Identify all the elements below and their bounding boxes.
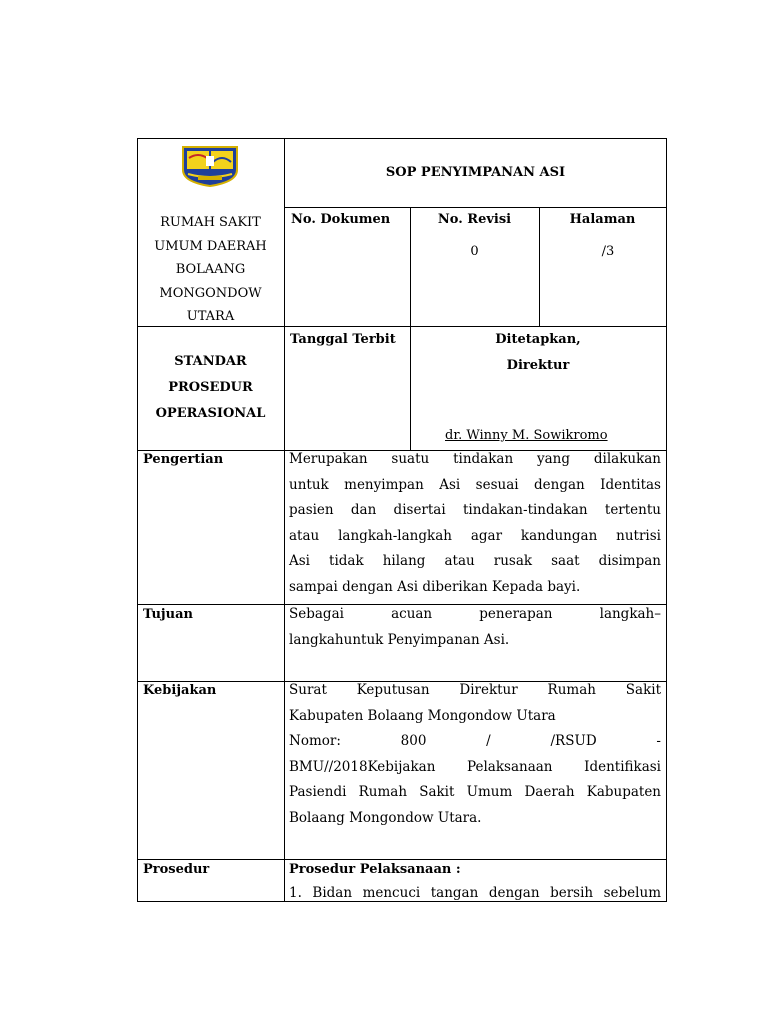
kebijakan-text xyxy=(289,678,661,832)
pengertian-line: untuk menyimpan Asi sesuai dengan Identitas xyxy=(289,476,661,493)
prosedur-text xyxy=(289,880,661,901)
tujuan-line: Sebagai acuan penerapan langkah– xyxy=(289,606,661,622)
row-divider-prosedur xyxy=(137,859,667,860)
tujuan-text xyxy=(289,602,661,653)
standar-prosedur-operasional xyxy=(137,349,284,427)
table-border-bottom xyxy=(137,901,667,902)
pengertian-line: sampai dengan Asi diberikan Kepada bayi. xyxy=(289,578,581,595)
no-revisi-label: No. Revisi xyxy=(437,212,512,227)
halaman-value: /3 xyxy=(601,244,615,259)
hospital-logo xyxy=(180,144,240,188)
kebijakan-line: Nomor: 800 / /RSUD - xyxy=(289,733,661,750)
header-divider-1 xyxy=(284,207,667,208)
prosedur-step: 1. Bidan mencuci tangan dengan bersih sebelum xyxy=(289,885,661,901)
kebijakan-line: Kabupaten Bolaang Mongondow Utara xyxy=(289,707,556,724)
tanggal-terbit-label: Tanggal Terbit xyxy=(290,332,396,347)
standar-line: PROSEDUR xyxy=(168,380,253,395)
tujuan-line: langkahuntuk Penyimpanan Asi. xyxy=(289,631,510,648)
kebijakan-line: BMU//2018Kebijakan Pelaksanaan Identifikasi xyxy=(289,758,661,775)
standar-line: STANDAR xyxy=(174,354,247,369)
tujuan-label: Tujuan xyxy=(143,607,193,622)
prosedur-heading: Prosedur Pelaksanaan : xyxy=(289,862,461,877)
pengertian-text xyxy=(289,447,661,601)
director-name: dr. Winny M. Sowikromo xyxy=(445,428,608,443)
ditetapkan-label: Ditetapkan, xyxy=(495,332,581,347)
kebijakan-line: Surat Keputusan Direktur Rumah Sakit xyxy=(289,682,661,698)
halaman-label: Halaman xyxy=(569,212,636,227)
prosedur-label: Prosedur xyxy=(143,862,210,877)
hospital-name xyxy=(137,211,284,329)
kebijakan-line: Bolaang Mongondow Utara. xyxy=(289,809,482,826)
pengertian-line: Asi tidak hilang atau rusak saat disimpan xyxy=(289,553,661,570)
sop-title: SOP PENYIMPANAN ASI xyxy=(385,165,566,180)
pengertian-line: atau langkah-langkah agar kandungan nutrisi xyxy=(289,527,661,544)
pengertian-label: Pengertian xyxy=(143,452,224,467)
pengertian-line: Merupakan suatu tindakan yang dilakukan xyxy=(289,451,661,467)
hospital-name-line: BOLAANG xyxy=(175,262,246,277)
table-border-top xyxy=(137,138,667,139)
no-dokumen-label: No. Dokumen xyxy=(291,212,391,227)
hospital-name-line: RUMAH SAKIT xyxy=(160,215,261,230)
no-revisi-value: 0 xyxy=(470,244,479,259)
regency-emblem-icon xyxy=(180,144,240,188)
standar-line: OPERASIONAL xyxy=(155,406,266,421)
hospital-name-line: UMUM DAERAH xyxy=(154,238,267,254)
kebijakan-label: Kebijakan xyxy=(143,683,217,698)
direktur-label: Direktur xyxy=(506,358,570,373)
hospital-name-line: MONGONDOW xyxy=(159,285,262,301)
kebijakan-line: Pasiendi Rumah Sakit Umum Daerah Kabupaten xyxy=(289,784,661,801)
hospital-name-line: UTARA xyxy=(186,309,235,324)
column-divider xyxy=(284,138,285,902)
pengertian-line: pasien dan disertai tindakan-tindakan tertentu xyxy=(289,502,661,519)
